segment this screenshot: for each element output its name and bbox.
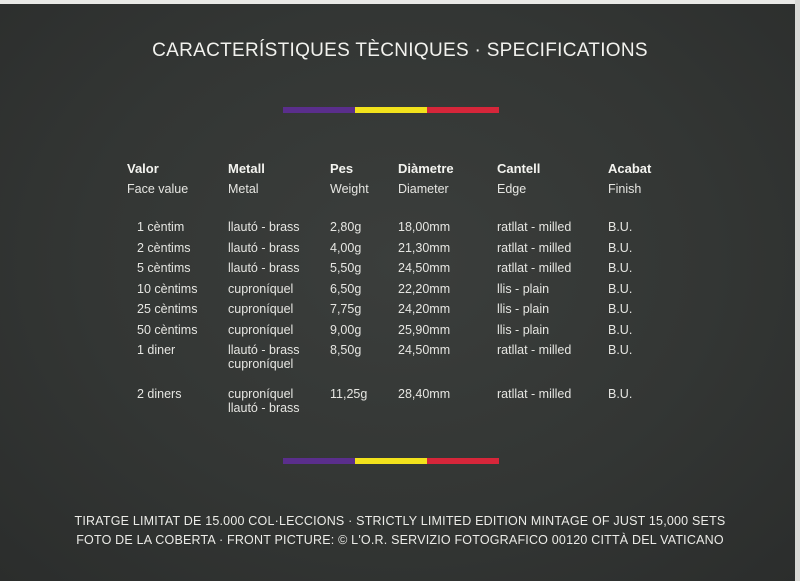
- cell-edge: ratllat - milled: [497, 343, 572, 357]
- flag-segment-red: [427, 107, 499, 113]
- page-top-edge: [0, 0, 800, 4]
- subheader-edge: Edge: [497, 182, 527, 196]
- flag-segment-purple: [283, 107, 355, 113]
- subheader-value: Face value: [127, 182, 189, 196]
- table-row: [127, 217, 668, 238]
- cell-weight: 11,25g: [330, 387, 368, 401]
- cell-weight: 4,00g: [330, 240, 362, 255]
- page-right-edge: [795, 0, 800, 581]
- header-metal: Metall: [228, 161, 265, 176]
- cell-metal: cuproníquel: [228, 281, 294, 296]
- cell-value: 2 diners: [137, 387, 182, 401]
- cell-edge: ratllat - milled: [497, 387, 572, 401]
- table-subheader-row: [127, 179, 668, 199]
- flag-stripe-top: [283, 107, 499, 113]
- cell-weight: 7,75g: [330, 302, 362, 317]
- cell-finish: B.U.: [608, 281, 633, 296]
- mintage-notice: TIRATGE LIMITAT DE 15.000 COL·LECCIONS · STRICTLY LIMITED EDITION MINTAGE OF JUST 15,000 SETS: [74, 514, 726, 528]
- cell-weight: 5,50g: [330, 261, 362, 276]
- table-row: [127, 320, 668, 341]
- cell-finish: B.U.: [608, 322, 633, 337]
- cell-value: 1 cèntim: [137, 220, 185, 235]
- header-value: Valor: [127, 161, 159, 176]
- table-row: [127, 340, 668, 384]
- table-row: [127, 279, 668, 300]
- spacer-cell: [127, 199, 668, 217]
- header-finish: Acabat: [608, 161, 652, 176]
- cell-diameter: 24,50mm: [398, 261, 451, 276]
- photo-credit: FOTO DE LA COBERTA · FRONT PICTURE: © L'O.R. SERVIZIO FOTOGRAFICO 00120 CITTÀ DEL VATICANO: [76, 533, 724, 547]
- cell-metal: cuproníquel: [228, 322, 294, 337]
- cell-value: 50 cèntims: [137, 322, 198, 337]
- cell-diameter: 21,30mm: [398, 240, 451, 255]
- header-weight: Pes: [330, 161, 354, 176]
- flag-stripe-bottom: [283, 458, 499, 464]
- cell-metal: llautó - brass: [228, 220, 300, 235]
- flag-segment-red: [427, 458, 499, 464]
- cell-finish: B.U.: [608, 240, 633, 255]
- table-row: [127, 299, 668, 320]
- subheader-metal: Metal: [228, 182, 259, 196]
- cell-metal: cuproníquel: [228, 302, 294, 317]
- subheader-finish: Finish: [608, 182, 642, 196]
- cell-edge: llis - plain: [497, 302, 550, 317]
- cell-metal: llautó - brass: [228, 261, 300, 276]
- cell-metal-line1: cuproníquel: [228, 387, 294, 401]
- cell-edge: ratllat - milled: [497, 261, 572, 276]
- flag-segment-yellow: [355, 458, 427, 464]
- cell-value: 25 cèntims: [137, 302, 198, 317]
- cell-value: 5 cèntims: [137, 261, 191, 276]
- table-row: [127, 238, 668, 259]
- cell-metal-line2: llautó - brass: [228, 401, 300, 415]
- cell-diameter: 18,00mm: [398, 220, 451, 235]
- cell-finish: B.U.: [608, 261, 633, 276]
- cell-edge: ratllat - milled: [497, 240, 572, 255]
- cell-finish: B.U.: [608, 343, 633, 357]
- subheader-diameter: Diameter: [398, 182, 449, 196]
- cell-weight: 9,00g: [330, 322, 362, 337]
- header-edge: Cantell: [497, 161, 541, 176]
- cell-value: 2 cèntims: [137, 240, 191, 255]
- cell-metal: [228, 340, 330, 384]
- cell-diameter: 25,90mm: [398, 322, 451, 337]
- cell-diameter: 24,20mm: [398, 302, 451, 317]
- cell-finish: B.U.: [608, 387, 633, 401]
- table-spacer: [127, 199, 668, 217]
- cell-edge: ratllat - milled: [497, 220, 572, 235]
- cell-metal: llautó - brass: [228, 240, 300, 255]
- cell-finish: B.U.: [608, 302, 633, 317]
- header-diameter: Diàmetre: [398, 161, 454, 176]
- cell-diameter: 22,20mm: [398, 281, 451, 296]
- cell-edge: llis - plain: [497, 322, 550, 337]
- cell-diameter: 28,40mm: [398, 387, 451, 401]
- cell-weight: 2,80g: [330, 220, 362, 235]
- flag-segment-purple: [283, 458, 355, 464]
- cell-metal-line2: cuproníquel: [228, 357, 294, 371]
- table-row: [127, 384, 668, 425]
- flag-segment-yellow: [355, 107, 427, 113]
- cell-metal-line1: llautó - brass: [228, 343, 300, 357]
- cell-finish: B.U.: [608, 220, 633, 235]
- cell-weight: 6,50g: [330, 281, 362, 296]
- table-header-row: [127, 158, 668, 179]
- specifications-table: [127, 158, 668, 425]
- page-title: CARACTERÍSTIQUES TÈCNIQUES · SPECIFICATIONS: [152, 40, 648, 61]
- table-row: [127, 258, 668, 279]
- cell-weight: 8,50g: [330, 343, 362, 357]
- cell-edge: llis - plain: [497, 281, 550, 296]
- cell-value: 10 cèntims: [137, 281, 198, 296]
- subheader-weight: Weight: [330, 182, 369, 196]
- cell-value: 1 diner: [137, 343, 176, 357]
- cell-metal: [228, 384, 330, 425]
- cell-diameter: 24,50mm: [398, 343, 451, 357]
